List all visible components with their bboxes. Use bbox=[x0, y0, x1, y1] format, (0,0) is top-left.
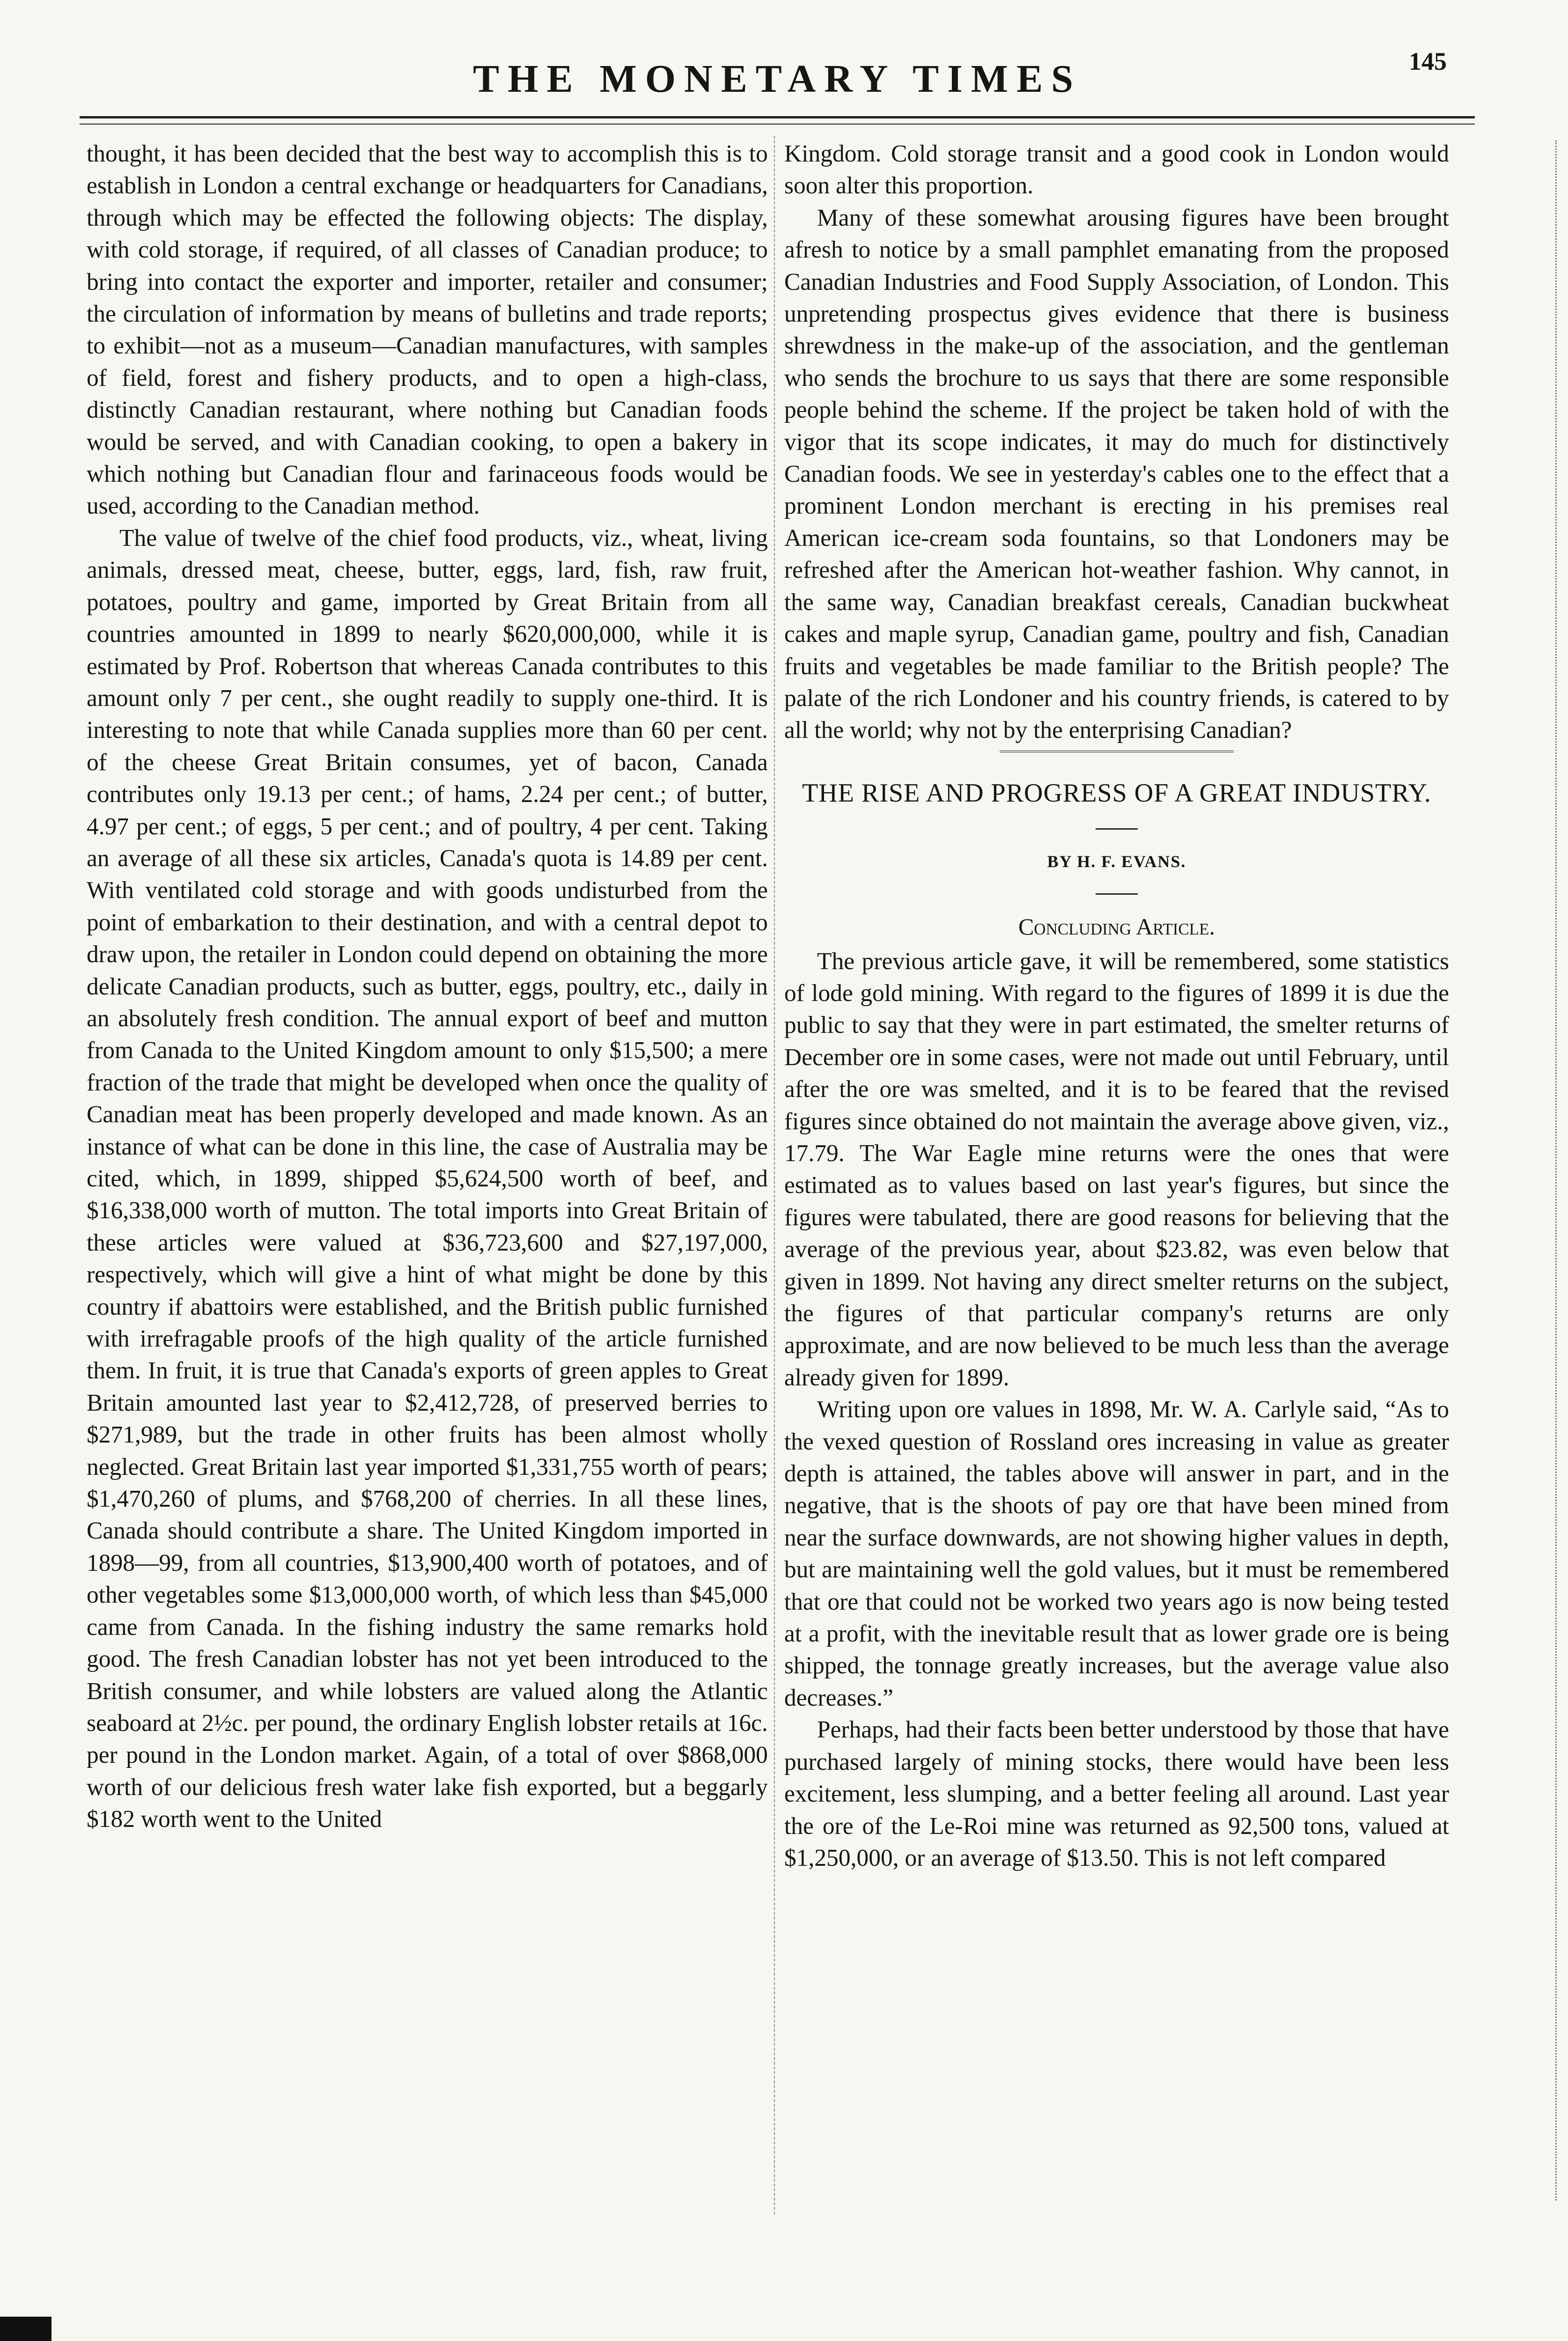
title-rule bbox=[1096, 828, 1138, 830]
column-divider bbox=[774, 136, 775, 2215]
byline-rule bbox=[1096, 893, 1138, 895]
paragraph: The previous article gave, it will be remembered, some statistics of lode gold mining. With regard to the figures of 1899 it is due the public to say that they were in part estimated, the smelter returns of December ore in some cases, were not made out until February, until after the ore was smelted, and it is to be feared that the revised figures since obtained do not maintain the average above given, viz., 17.79. The War Eagle mine returns were the ones that were estimated as to values based on last year's figures, but since the figures were tabulated, there are good reasons for believing that the average of the previous year, about $23.82, was even below that given in 1899. Not having any direct smelter returns on the subject, the figures of that particular company's returns are only approximate, and are now believed to be much less than the average already given for 1899. bbox=[784, 948, 1449, 1391]
page-number: 145 bbox=[1409, 47, 1447, 75]
right-column bbox=[784, 138, 1449, 1874]
left-column bbox=[87, 138, 768, 1836]
paragraph: Writing upon ore values in 1898, Mr. W. A. Carlyle said, “As to the vexed question of Rossland ores increasing in value as greater depth is attained, the tables above will answer in part, and in the negative, that is the shoots of pay ore that have been mined from near the surface downwards, are not showing higher values in depth, but are maintaining well the gold values, but it must be remembered that ore that could not be worked two years ago is now being tested at a profit, with the inevitable result that as lower grade ore is being shipped, the tonnage greatly increases, but the average value also decreases.” bbox=[784, 1396, 1449, 1711]
article-separator bbox=[1000, 751, 1234, 754]
paragraph: Kingdom. Cold storage transit and a good cook in London would soon alter this proportion. bbox=[784, 140, 1449, 199]
header-rule-thin bbox=[80, 124, 1475, 125]
paragraph: thought, it has been decided that the best way to accomplish this is to establish in London a central exchange or headquarters for Canadians, through which may be effected the following objects: The display, with cold storage, if required, of all classes of Canadian produce; to bring into contact the exporter and importer, retailer and consumer; the circulation of information by means of bulletins and trade reports; to exhibit—not as a museum—Canadian manufactures, with samples of field, forest and fishery products, and to open a high-class, distinctly Canadian restaurant, where nothing but Canadian foods would be served, and with Canadian cooking, to open a bakery in which nothing but Canadian flour and farinaceous foods would be used, according to the Canadian method. bbox=[87, 140, 768, 520]
scan-artifact bbox=[0, 2317, 52, 2341]
article-subhead: Concluding Article. bbox=[1018, 913, 1215, 940]
paragraph: Perhaps, had their facts been better understood by those that have purchased largely of mining stocks, there would have been less excitement, less slumping, and a better feeling all around. Last year the ore of the Le-Roi mine was returned as 92,500 tons, valued at $1,250,000, or an average of $13.50. This is not left compared bbox=[784, 1716, 1449, 1871]
page-header bbox=[80, 47, 1475, 136]
header-rule bbox=[80, 116, 1475, 118]
masthead: THE MONETARY TIMES bbox=[473, 57, 1082, 101]
paragraph: The value of twelve of the chief food products, viz., wheat, living animals, dressed meat, cheese, butter, eggs, lard, fish, raw fruit, potatoes, poultry and game, imported by Great Britain from all countries amounted in 1899 to nearly $620,000,000, while it is estimated by Prof. Robertson that whereas Canada contributes to this amount only 7 per cent., she ought readily to supply one-third. It is interesting to note that while Canada supplies more than 60 per cent. of the cheese Great Britain consumes, yet of bacon, Canada contributes only 19.13 per cent.; of hams, 2.24 per cent.; of butter, 4.97 per cent.; of eggs, 5 per cent.; and of poultry, 4 per cent. Taking an average of all these six articles, Canada's quota is 14.89 per cent. With ventilated cold storage and with goods undisturbed from the point of embarkation to their destination, and with a central depot to draw upon, the retailer in London could depend on obtaining the more delicate Canadian products, such as butter, eggs, poultry, etc., daily in an absolutely fresh condition. The annual export of beef and mutton from Canada to the United Kingdom amount to only $15,500; a mere fraction of the trade that might be developed when once the quality of Canadian meat has been properly developed and made known. As an instance of what can be done in this line, the case of Australia may be cited, which, in 1899, shipped $5,624,500 worth of beef, and $16,338,000 worth of mutton. The total imports into Great Britain of these articles were valued at $36,723,600 and $27,197,000, respectively, which will give a hint of what might be done by this country if abattoirs were established, and the British public furnished with irrefragable proofs of the high quality of the article furnished them. In fruit, it is true that Canada's exports of green apples to Great Britain amounted last year to $2,412,728, of preserved berries to $271,989, but the trade in other fruits has been almost wholly neglected. Great Britain last year imported $1,331,755 worth of pears; $1,470,260 of plums, and $768,200 of cherries. In all these lines, Canada should contribute a share. The United Kingdom imported in 1898—99, from all countries, $13,900,400 worth of potatoes, and of other vegetables some $13,000,000 worth, of which less than $45,000 came from Canada. In the fishing industry the same remarks hold good. The fresh Canadian lobster has not yet been introduced to the British consumer, and while lobsters are valued along the Atlantic seaboard at 2½c. per pound, the ordinary English lobster retails at 16c. per pound in the London market. Again, of a total of over $868,000 worth of our delicious fresh water lake fish exported, but a beggarly $182 worth went to the United bbox=[87, 524, 768, 1833]
paragraph: Many of these somewhat arousing figures have been brought afresh to notice by a small pamphlet emanating from the proposed Canadian Industries and Food Supply Association, of London. This unpretending prospectus gives evidence that there is business shrewdness in the make-up of the association, and the gentleman who sends the brochure to us says that there are some responsible people behind the scheme. If the project be taken hold of with the vigor that its scope indicates, it may do much for distinctively Canadian foods. We see in yesterday's cables one to the effect that a prominent London merchant is erecting in his premises real American ice-cream soda fountains, so that Londoners may be refreshed after the American hot-weather fashion. Why cannot, in the same way, Canadian breakfast cereals, Canadian buckwheat cakes and maple syrup, Canadian game, poultry and fish, Canadian fruits and vegetables be made familiar to the British people? The palate of the rich Londoner and his country friends, is catered to by all the world; why not by the enterprising Canadian? bbox=[784, 204, 1449, 744]
article-title: THE RISE AND PROGRESS OF A GREAT INDUSTRY. bbox=[802, 778, 1431, 808]
binding-edge bbox=[1555, 140, 1568, 2201]
byline: BY H. F. EVANS. bbox=[1047, 852, 1186, 871]
